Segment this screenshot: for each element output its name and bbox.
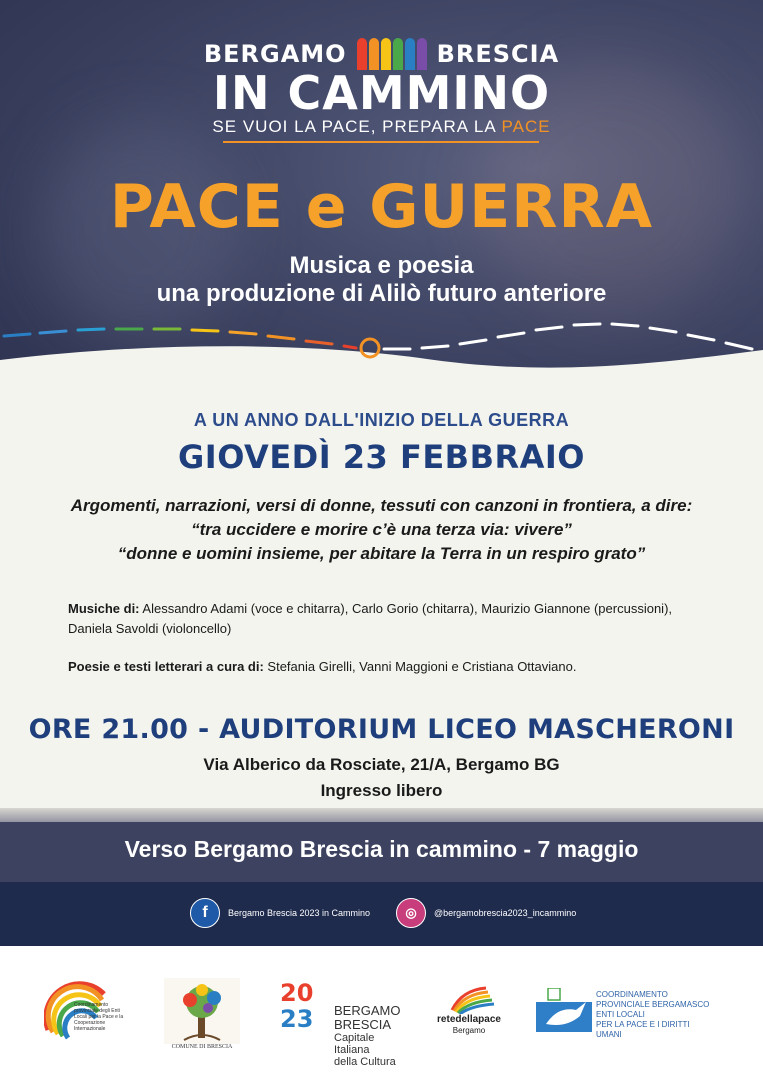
facebook-link[interactable] xyxy=(190,898,370,928)
coordinamento-bergamasco-text xyxy=(596,990,716,1040)
cp-line: PROVINCIALE BERGAMASCO xyxy=(596,1000,710,1009)
rainbow-flag-icon xyxy=(432,984,506,1014)
cp-line: PER LA PACE E I DIRITTI UMANI xyxy=(596,1020,690,1039)
poetry-credits-text: Stefania Girelli, Vanni Maggioni e Cristiana Ottaviano. xyxy=(263,659,577,674)
event-kicker: A UN ANNO DALL'INIZIO DELLA GUERRA xyxy=(193,410,570,430)
event-date: GIOVEDÌ 23 FEBBRAIO xyxy=(178,438,585,476)
poetry-credits-label: Poesie e testi letterari a cura di: xyxy=(68,659,264,674)
capitale-city-2: BRESCIA xyxy=(334,1017,392,1032)
rete-della-pace-name: retedellapace xyxy=(437,1014,501,1025)
brand-main-title: IN CAMMINO xyxy=(212,66,551,120)
instagram-link[interactable] xyxy=(396,898,576,928)
capitale-city-1: BERGAMO xyxy=(334,1003,401,1018)
capitale-cultura-logo xyxy=(280,979,410,1068)
event-entry: Ingresso libero xyxy=(320,781,443,800)
capitale-year-bottom: 23 xyxy=(280,1005,314,1033)
tree-hands-icon xyxy=(164,978,240,1044)
poetry-credits xyxy=(68,657,708,677)
capitale-year-top: 20 xyxy=(280,979,314,1007)
coordinamento-pace-logo xyxy=(44,980,126,1040)
capitale-year xyxy=(280,980,324,1032)
music-credits xyxy=(68,599,708,639)
brand-underline xyxy=(223,141,539,143)
event-subtitle: Musica e poesia xyxy=(289,252,474,279)
music-credits-text: Alessandro Adami (voce e chitarra), Carlo Gorio (chitarra), Maurizio Giannone (percussioni), Daniela Savoldi (violoncello) xyxy=(68,601,673,636)
event-venue: ORE 21.00 - AUDITORIUM LICEO MASCHERONI xyxy=(28,714,735,745)
capitale-name xyxy=(334,1004,410,1068)
instagram-icon: ◎ xyxy=(396,898,426,928)
instagram-handle: @bergamobrescia2023_incammino xyxy=(434,908,577,918)
music-credits-label: Musiche di: xyxy=(68,601,140,616)
capitale-label-1: Capitale Italiana xyxy=(334,1032,375,1056)
coordinamento-bergamasco-logo xyxy=(536,988,716,1039)
facebook-icon: f xyxy=(190,898,220,928)
event-quote: “tra uccidere e morire c’è una terza via: vivere” xyxy=(191,520,572,539)
rete-della-pace-logo xyxy=(432,984,506,1038)
towards-text: Verso Bergamo Brescia in cammino - 7 maggio xyxy=(124,836,639,862)
slogan-text: SE VUOI LA PACE, PREPARA LA xyxy=(212,117,496,136)
social-band xyxy=(0,882,763,946)
brand-left: BERGAMO xyxy=(203,40,347,68)
brand-slogan xyxy=(0,117,763,137)
coordinamento-pace-text: Coordinamento provinciale degli Enti Locali per la Pace e la Cooperazione Internazionale xyxy=(74,1002,124,1032)
comune-brescia-logo xyxy=(164,978,240,1054)
brand-right: BRESCIA xyxy=(436,40,560,68)
slogan-accent: PACE xyxy=(501,117,551,136)
capitale-label-2: della Cultura xyxy=(334,1056,396,1068)
event-subtitle-production: una produzione di Alilò futuro anteriore xyxy=(156,280,607,307)
facebook-handle: Bergamo Brescia 2023 in Cammino xyxy=(228,908,371,918)
event-quote: “donne e uomini insieme, per abitare la Terra in un respiro grato” xyxy=(117,544,646,563)
dove-icon xyxy=(536,988,592,1036)
comune-brescia-text: COMUNE DI BRESCIA xyxy=(171,1044,233,1050)
event-address: Via Alberico da Rosciate, 21/A, Bergamo BG xyxy=(203,755,560,774)
rete-della-pace-city: Bergamo xyxy=(452,1026,486,1035)
event-title: PACE e GUERRA xyxy=(109,172,654,242)
cp-line: ENTI LOCALI xyxy=(596,1010,645,1019)
event-description: Argomenti, narrazioni, versi di donne, tessuti con canzoni in frontiera, a dire: xyxy=(70,496,693,515)
cp-line: COORDINAMENTO xyxy=(596,990,668,999)
